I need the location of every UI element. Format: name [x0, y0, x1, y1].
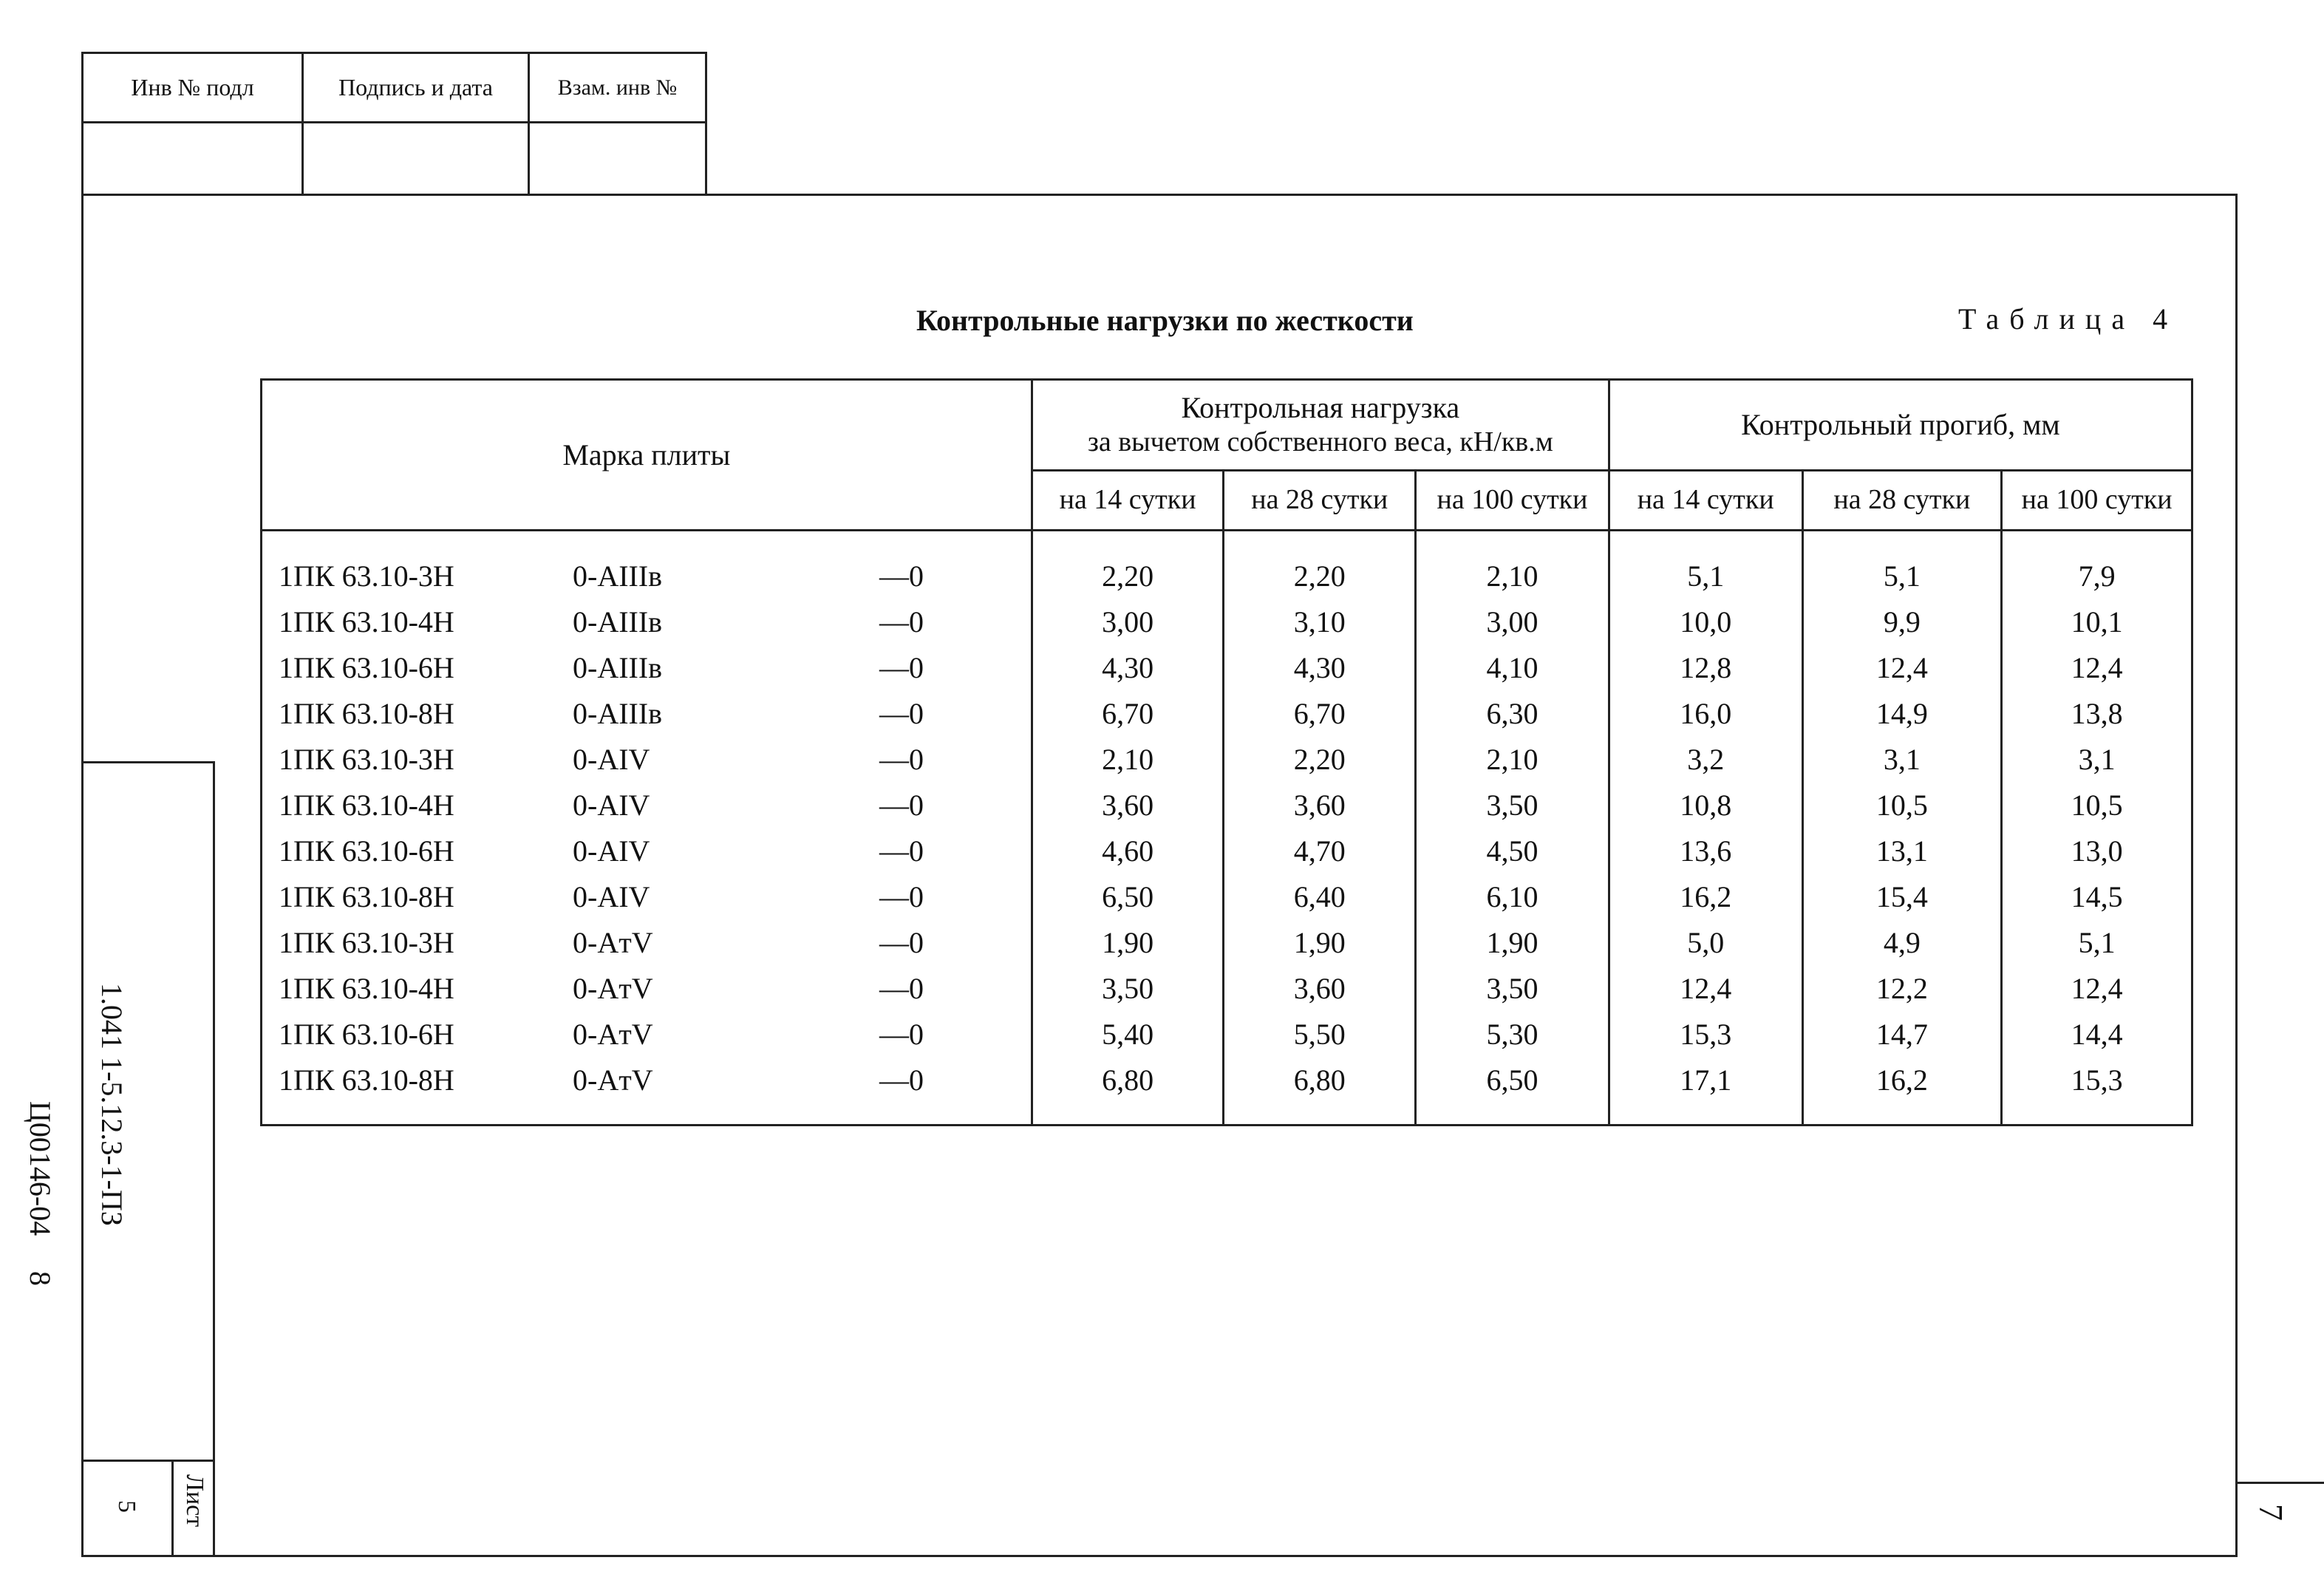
subheader-defl-28: на 28 сутки — [1802, 471, 2002, 531]
table-row — [262, 828, 2192, 874]
mark-suffix: —0 — [879, 972, 924, 1005]
slab-mark: 1ПК 63.10-6Н — [279, 834, 454, 868]
steel-class: 0-AтV — [573, 1063, 653, 1097]
cell-control-deflection: 16,2 — [1609, 874, 1802, 920]
steel-class: 0-AтV — [573, 926, 653, 959]
header-load-line2: за вычетом собственного веса, кН/кв.м — [1087, 426, 1553, 458]
steel-class: 0-AIIIв — [573, 559, 663, 593]
cell-control-load: 6,50 — [1416, 1058, 1609, 1126]
header-control-load — [1032, 380, 1609, 471]
cell-control-deflection: 5,1 — [1609, 531, 1802, 600]
cell-control-deflection: 4,9 — [1802, 920, 2002, 966]
cell-control-deflection: 5,1 — [2002, 920, 2192, 966]
cell-control-load: 1,90 — [1416, 920, 1609, 966]
table-row — [262, 1058, 2192, 1126]
cell-control-deflection: 5,1 — [1802, 531, 2002, 600]
cell-control-deflection: 15,4 — [1802, 874, 2002, 920]
document-code: 1.041 1-5.12.3-1-ПЗ — [95, 983, 129, 1226]
cell-control-load: 3,00 — [1032, 599, 1224, 645]
mark-suffix: —0 — [879, 697, 924, 730]
cell-control-load: 2,20 — [1032, 531, 1224, 600]
cell-control-deflection: 17,1 — [1609, 1058, 1802, 1126]
cell-control-load: 4,70 — [1224, 828, 1416, 874]
cell-control-load: 3,60 — [1224, 783, 1416, 828]
cell-control-deflection: 16,0 — [1609, 691, 1802, 737]
cell-control-load: 5,40 — [1032, 1012, 1224, 1058]
cell-control-load: 6,30 — [1416, 691, 1609, 737]
cell-control-deflection: 12,4 — [2002, 645, 2192, 691]
cell-control-deflection: 3,2 — [1609, 737, 1802, 783]
sheet-label: Лист — [181, 1474, 208, 1528]
stamp-podpis-data: Подпись и дата — [338, 74, 493, 101]
steel-class: 0-AтV — [573, 972, 653, 1005]
cell-control-load: 3,50 — [1032, 966, 1224, 1012]
stamp-inv-podl: Инв № подл — [131, 74, 254, 101]
cell-control-deflection: 7,9 — [2002, 531, 2192, 600]
steel-class: 0-AтV — [573, 1018, 653, 1051]
cell-control-deflection: 14,7 — [1802, 1012, 2002, 1058]
slab-mark: 1ПК 63.10-3Н — [279, 559, 454, 593]
steel-class: 0-AIV — [573, 743, 650, 776]
cell-mark — [262, 691, 1032, 737]
steel-class: 0-AIIIв — [573, 651, 663, 684]
cell-control-deflection: 12,8 — [1609, 645, 1802, 691]
cell-control-load: 1,90 — [1224, 920, 1416, 966]
cell-mark — [262, 645, 1032, 691]
cell-control-load: 3,50 — [1416, 966, 1609, 1012]
cell-control-load: 2,10 — [1416, 531, 1609, 600]
cell-control-load: 2,10 — [1032, 737, 1224, 783]
table-row — [262, 874, 2192, 920]
cell-control-load: 5,50 — [1224, 1012, 1416, 1058]
cell-control-deflection: 13,6 — [1609, 828, 1802, 874]
cell-control-load: 3,10 — [1224, 599, 1416, 645]
cell-control-deflection: 10,8 — [1609, 783, 1802, 828]
slab-mark: 1ПК 63.10-8Н — [279, 880, 454, 913]
stamp-vzam-inv: Взам. инв № — [557, 75, 678, 100]
cell-control-deflection: 14,5 — [2002, 874, 2192, 920]
archive-code: Ц00146-04 — [24, 1101, 57, 1236]
mark-suffix: —0 — [879, 880, 924, 913]
cell-control-load: 6,10 — [1416, 874, 1609, 920]
slab-mark: 1ПК 63.10-3Н — [279, 743, 454, 776]
mark-suffix: —0 — [879, 926, 924, 959]
slab-mark: 1ПК 63.10-6Н — [279, 1018, 454, 1051]
archive-page-number: 8 — [24, 1271, 57, 1286]
slab-mark: 1ПК 63.10-4Н — [279, 972, 454, 1005]
sheet-number: 5 — [113, 1500, 140, 1513]
cell-control-deflection: 12,4 — [1609, 966, 1802, 1012]
cell-control-load: 2,20 — [1224, 531, 1416, 600]
cell-control-deflection: 9,9 — [1802, 599, 2002, 645]
cell-control-load: 6,40 — [1224, 874, 1416, 920]
cell-control-load: 3,50 — [1416, 783, 1609, 828]
cell-control-deflection: 10,5 — [2002, 783, 2192, 828]
slab-mark: 1ПК 63.10-8Н — [279, 697, 454, 730]
mark-suffix: —0 — [879, 1018, 924, 1051]
page-number: 7 — [2252, 1504, 2290, 1521]
steel-class: 0-AIIIв — [573, 605, 663, 639]
slab-mark: 1ПК 63.10-6Н — [279, 651, 454, 684]
cell-control-load: 2,20 — [1224, 737, 1416, 783]
table-row — [262, 966, 2192, 1012]
subheader-load-28: на 28 сутки — [1224, 471, 1416, 531]
cell-control-deflection: 13,8 — [2002, 691, 2192, 737]
subheader-load-14: на 14 сутки — [1032, 471, 1224, 531]
steel-class: 0-AIV — [573, 880, 650, 913]
cell-control-load: 2,10 — [1416, 737, 1609, 783]
cell-control-deflection: 16,2 — [1802, 1058, 2002, 1126]
mark-suffix: —0 — [879, 651, 924, 684]
cell-mark — [262, 1012, 1032, 1058]
cell-control-load: 6,80 — [1032, 1058, 1224, 1126]
cell-control-deflection: 15,3 — [2002, 1058, 2192, 1126]
cell-control-deflection: 10,1 — [2002, 599, 2192, 645]
steel-class: 0-AIV — [573, 789, 650, 822]
cell-control-load: 6,50 — [1032, 874, 1224, 920]
table-row — [262, 691, 2192, 737]
cell-control-deflection: 14,9 — [1802, 691, 2002, 737]
slab-mark: 1ПК 63.10-8Н — [279, 1063, 454, 1097]
cell-control-deflection: 15,3 — [1609, 1012, 1802, 1058]
mark-suffix: —0 — [879, 559, 924, 593]
cell-control-load: 1,90 — [1032, 920, 1224, 966]
cell-control-load: 4,50 — [1416, 828, 1609, 874]
cell-control-deflection: 13,1 — [1802, 828, 2002, 874]
table-number: Таблица 4 — [1958, 302, 2178, 336]
cell-control-load: 4,30 — [1032, 645, 1224, 691]
cell-mark — [262, 737, 1032, 783]
mark-suffix: —0 — [879, 1063, 924, 1097]
mark-suffix: —0 — [879, 743, 924, 776]
cell-control-deflection: 5,0 — [1609, 920, 1802, 966]
cell-mark — [262, 966, 1032, 1012]
header-mark: Марка плиты — [262, 380, 1032, 531]
cell-control-load: 6,70 — [1224, 691, 1416, 737]
cell-control-deflection: 3,1 — [2002, 737, 2192, 783]
cell-control-deflection: 10,0 — [1609, 599, 1802, 645]
cell-mark — [262, 828, 1032, 874]
cell-mark — [262, 920, 1032, 966]
steel-class: 0-AIIIв — [573, 697, 663, 730]
cell-control-load: 3,00 — [1416, 599, 1609, 645]
steel-class: 0-AIV — [573, 834, 650, 868]
cell-control-deflection: 12,4 — [2002, 966, 2192, 1012]
table-body — [262, 531, 2192, 1126]
mark-suffix: —0 — [879, 605, 924, 639]
mark-suffix: —0 — [879, 834, 924, 868]
document-title: Контрольные нагрузки по жесткости — [916, 304, 1414, 337]
mark-suffix: —0 — [879, 789, 924, 822]
table-row — [262, 920, 2192, 966]
cell-control-load: 4,60 — [1032, 828, 1224, 874]
slab-mark: 1ПК 63.10-4Н — [279, 605, 454, 639]
table-row — [262, 783, 2192, 828]
cell-control-deflection: 12,4 — [1802, 645, 2002, 691]
cell-control-deflection: 12,2 — [1802, 966, 2002, 1012]
table-row — [262, 599, 2192, 645]
cell-control-load: 4,10 — [1416, 645, 1609, 691]
cell-control-load: 4,30 — [1224, 645, 1416, 691]
table-row — [262, 531, 2192, 600]
cell-control-load: 3,60 — [1224, 966, 1416, 1012]
cell-control-deflection: 14,4 — [2002, 1012, 2192, 1058]
header-control-deflection: Контрольный прогиб, мм — [1609, 380, 2192, 471]
cell-control-load: 3,60 — [1032, 783, 1224, 828]
cell-mark — [262, 531, 1032, 600]
table-row — [262, 1012, 2192, 1058]
cell-control-deflection: 10,5 — [1802, 783, 2002, 828]
slab-mark: 1ПК 63.10-4Н — [279, 789, 454, 822]
subheader-load-100: на 100 сутки — [1416, 471, 1609, 531]
header-load-line1: Контрольная нагрузка — [1181, 391, 1460, 425]
cell-control-load: 6,80 — [1224, 1058, 1416, 1126]
subheader-defl-14: на 14 сутки — [1609, 471, 1802, 531]
cell-control-deflection: 3,1 — [1802, 737, 2002, 783]
cell-control-deflection: 13,0 — [2002, 828, 2192, 874]
cell-control-load: 5,30 — [1416, 1012, 1609, 1058]
subheader-defl-100: на 100 сутки — [2002, 471, 2192, 531]
cell-mark — [262, 783, 1032, 828]
table-row — [262, 737, 2192, 783]
stiffness-load-table — [260, 378, 2193, 1126]
cell-mark — [262, 874, 1032, 920]
slab-mark: 1ПК 63.10-3Н — [279, 926, 454, 959]
cell-mark — [262, 599, 1032, 645]
cell-mark — [262, 1058, 1032, 1126]
cell-control-load: 6,70 — [1032, 691, 1224, 737]
table-row — [262, 645, 2192, 691]
